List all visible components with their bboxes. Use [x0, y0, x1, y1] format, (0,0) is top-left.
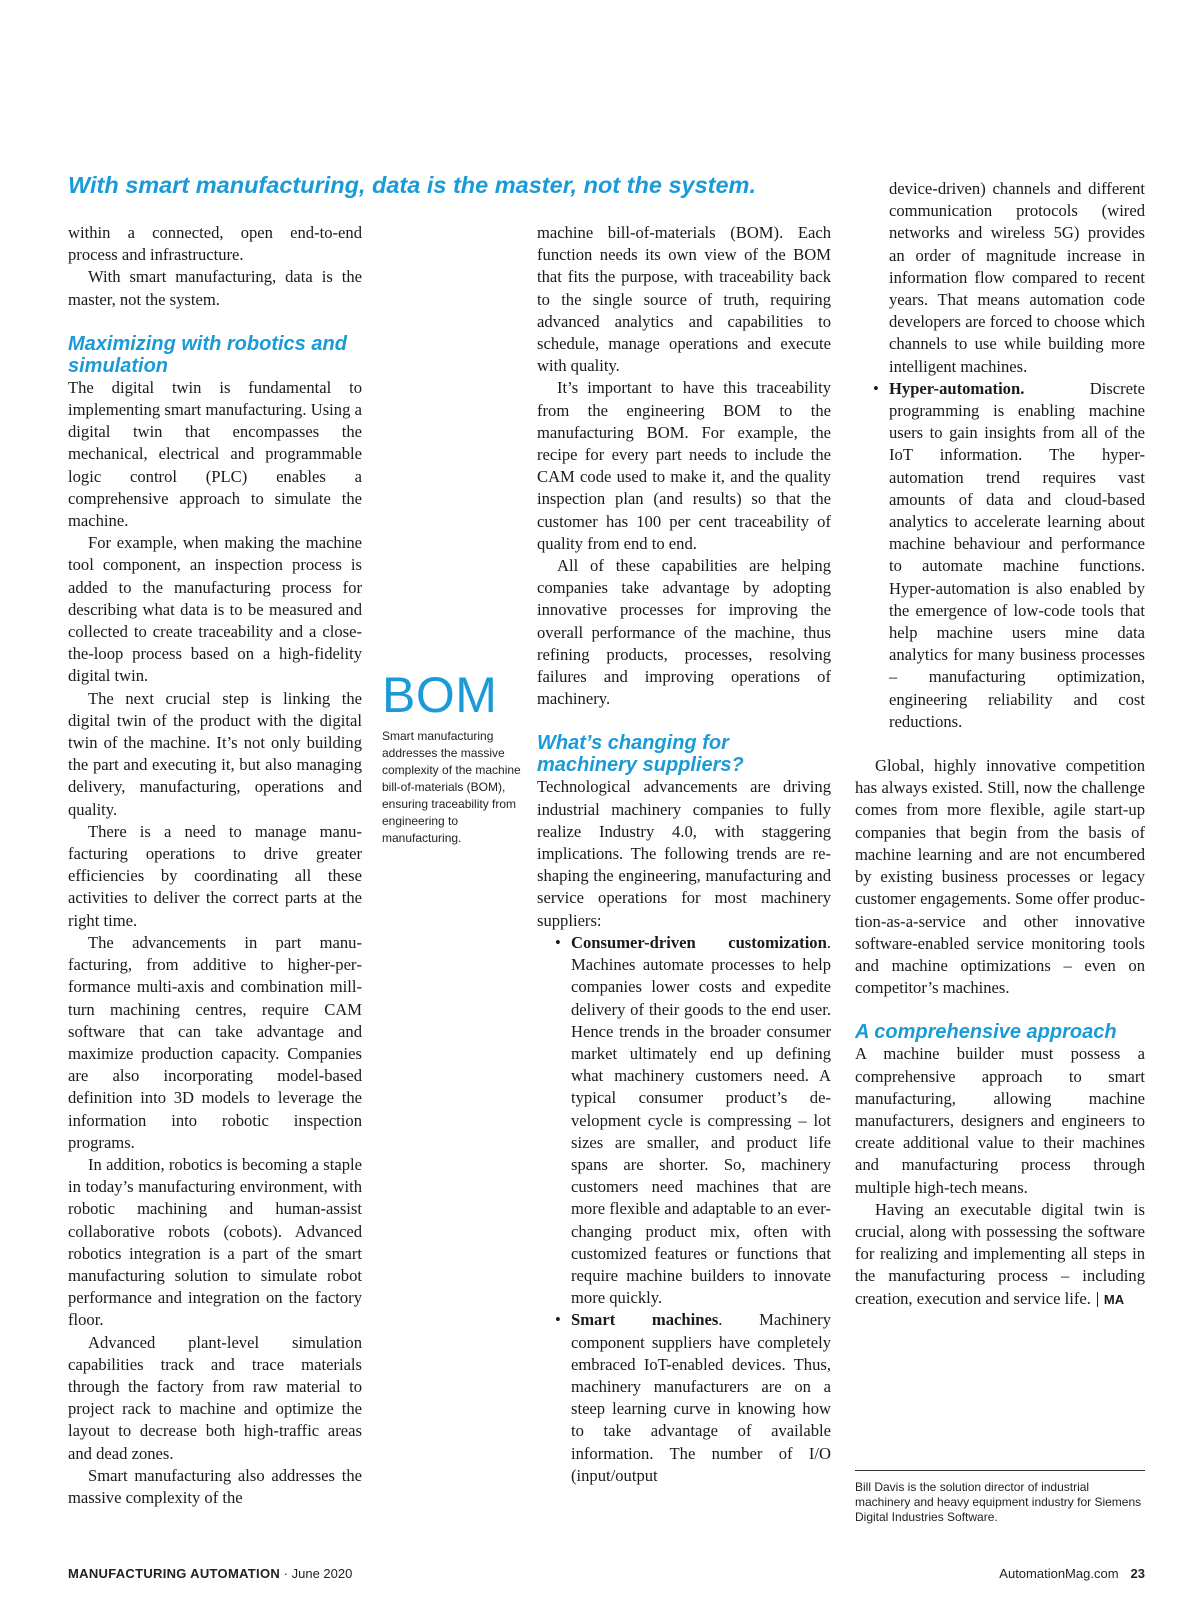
- paragraph: machine bill-of-materials (BOM). Each function needs its own view of the BOM that fits the purpose, with traceability back to the single source of truth, requiring advanced analytics and capabilities to schedule, manage operations and execute with quality.: [537, 223, 831, 376]
- paragraph: Global, highly innovative competition has always existed. Still, now the challenge comes from more flexible, agile start-up companies that begin from the basis of machine learning and are not encumbered by existing business processes or legacy customer engagements. Some offer production-as-a-service and other innovative software-enabled service monitoring tools and machine optimizations – even on competitor’s machines.: [855, 756, 1145, 998]
- footer-right: [999, 1566, 1145, 1581]
- paragraph: It’s important to have this traceability from the engineering BOM to the manufacturing BOM. For example, the recipe for every part needs to include the CAM code used to make it, and the quality inspection plan (and results) so that the customer has 100 per cent traceability of quality from end to end.: [537, 378, 831, 553]
- section-heading-robotics: Maximizing with robotics and simulation: [68, 332, 347, 377]
- paragraph: Technological advancements are driving industrial machinery companies to fully realize Industry 4.0, with staggering implications. The following trends are re-shaping the engineering, manufacturing and service operations for most machinery suppliers:: [537, 777, 831, 930]
- footer-left: [68, 1566, 352, 1581]
- magazine-name: MANUFACTURING AUTOMATION: [68, 1566, 281, 1581]
- article-column-1: [68, 222, 362, 1509]
- paragraph: Advanced plant-level simulation capabilities track and trace materials through the factory from raw material to project rack to machine and optimize the layout to decrease both high-traffic areas and dead zones.: [68, 1332, 362, 1463]
- end-mark: MA: [1097, 1292, 1124, 1307]
- article-column-2: [537, 222, 831, 1487]
- trends-list-continued: [855, 178, 1145, 733]
- paragraph: [855, 1199, 1145, 1311]
- website: AutomationMag.com: [999, 1566, 1119, 1581]
- paragraph: For example, when making the machine tool component, an inspection process is added to the manufacturing process for describing what data is to be measured and collected to create traceability and a close-the-loop process based on a high-fidelity digital twin.: [68, 533, 362, 686]
- page-number: 23: [1130, 1566, 1145, 1581]
- paragraph: A machine builder must possess a comprehensive approach to smart manufacturing, allowing machine manufacturers, designers and engineers to create additional value to their machines and manufacturing process through multiple high-tech means.: [855, 1044, 1145, 1197]
- list-item: [537, 1309, 831, 1487]
- section-heading-suppliers: What’s changing for machinery suppliers?: [537, 732, 744, 777]
- list-item: [855, 378, 1145, 733]
- trends-list: [537, 932, 831, 1487]
- paragraph: All of these capabilities are helping companies take advantage by adopting innovative processes for improving the overall performance of the machine, thus refining products, processes, resolving failures and improving operations of machinery.: [537, 556, 831, 709]
- closing-text: Having an executable digital twin is crucial, along with possessing the software for realizing and implementing all steps in the manufacturing process – including creation, execution and service life.: [855, 1199, 1145, 1308]
- paragraph: The digital twin is fundamental to implementing smart manufacturing. Using a digital twin that encompasses the mechanical, electrical and programmable logic control (PLC) enables a comprehensive approach to simulate the machine.: [68, 377, 362, 531]
- section-heading-approach: A comprehensive approach: [855, 1021, 1117, 1044]
- bullet-text: Discrete programming is enabling machine users to gain insights from all of the IoT information. The hyper-automation trend requires vast amounts of data and cloud-based analytics to accelerate learning about machine behaviour and performance to automate machine functions. Hyper-automation is also enabled by the emergence of low-code tools that help machine users mine data analytics for many business processes – manufacturing optimization, engineering reliability and cost reductions.: [889, 378, 1145, 731]
- bullet-text: device-driven) channels and different communication protocols (wired networks and wireless 5G) provides an order of magnitude increase in information flow compared to recent years. That means automation code developers are forced to choose which channels to use while building more intelligent machines.: [889, 179, 1145, 376]
- list-item: [537, 932, 831, 1309]
- bullet-text: . Machinery component suppliers have completely embraced IoT-enabled devices. Thus, machinery manufacturers are on a steep learning curve in knowing how to take advantage of available information. The number of I/O (input/output: [571, 1310, 831, 1485]
- bullet-text: . Machines automate processes to help companies lower costs and expedite delivery of their goods to the end user. Hence trends in the broader consumer market ultimately end up defining what machinery customers need. A typical consumer product’s development cycle is compressing – lot sizes are smaller, and product life spans are shorter. So, machinery customers need machines that are more flexible and adaptable to an ever-changing product mix, often with customized features or functions that require machine builders to innovate more quickly.: [571, 932, 831, 1308]
- article-column-3: [855, 178, 1145, 1311]
- paragraph: There is a need to manage manufacturing operations to drive greater efficiencies by coordinating all these activities to deliver the correct parts at the right time.: [68, 821, 362, 930]
- list-item-continued: [855, 178, 1145, 378]
- paragraph: Smart manufacturing also addresses the massive complexity of the: [68, 1465, 362, 1507]
- callout-text: Smart manufacturing addresses the massive complexity of the machine bill-of-materials (BOM), ensuring traceability from engineering to manufacturing.: [382, 729, 521, 845]
- paragraph: The advancements in part manufacturing, from additive to higher-performance multi-axis and combination mill-turn machining centres, require CAM software that can take advantage and maximize production capacity. Companies are also incorporating model-based definition into 3D models to leverage the information into robotic inspection programs.: [68, 932, 362, 1152]
- bom-callout: [382, 668, 522, 847]
- paragraph: In addition, robotics is becoming a staple in today’s manufacturing environment, with robotic machining and human-assist collaborative robots (cobots). Advanced robotics integration is a part of the smart manufacturing solution to simulate robot performance and integration on the factory floor.: [68, 1154, 362, 1330]
- bullet-title: Consumer-driven customization: [571, 932, 827, 952]
- author-bio: Bill Davis is the solution director of industrial machinery and heavy equipment industry for Siemens Digital Industries Software.: [855, 1480, 1142, 1524]
- callout-title: BOM: [382, 667, 498, 723]
- pull-quote: With smart manufacturing, data is the master, not the system.: [68, 172, 756, 198]
- bio-divider: [855, 1470, 1145, 1471]
- paragraph: With smart manufacturing, data is the master, not the system.: [68, 267, 362, 309]
- paragraph: within a connected, open end-to-end process and infrastructure.: [68, 223, 362, 265]
- bullet-title: Hyper-automation.: [889, 378, 1025, 398]
- paragraph: The next crucial step is linking the digital twin of the product with the digital twin of the machine. It’s not only building the part and executing it, but also managing delivery, manufacturing, operations and quality.: [68, 688, 362, 819]
- issue-date: · June 2020: [280, 1566, 353, 1581]
- bullet-title: Smart machines: [571, 1310, 719, 1330]
